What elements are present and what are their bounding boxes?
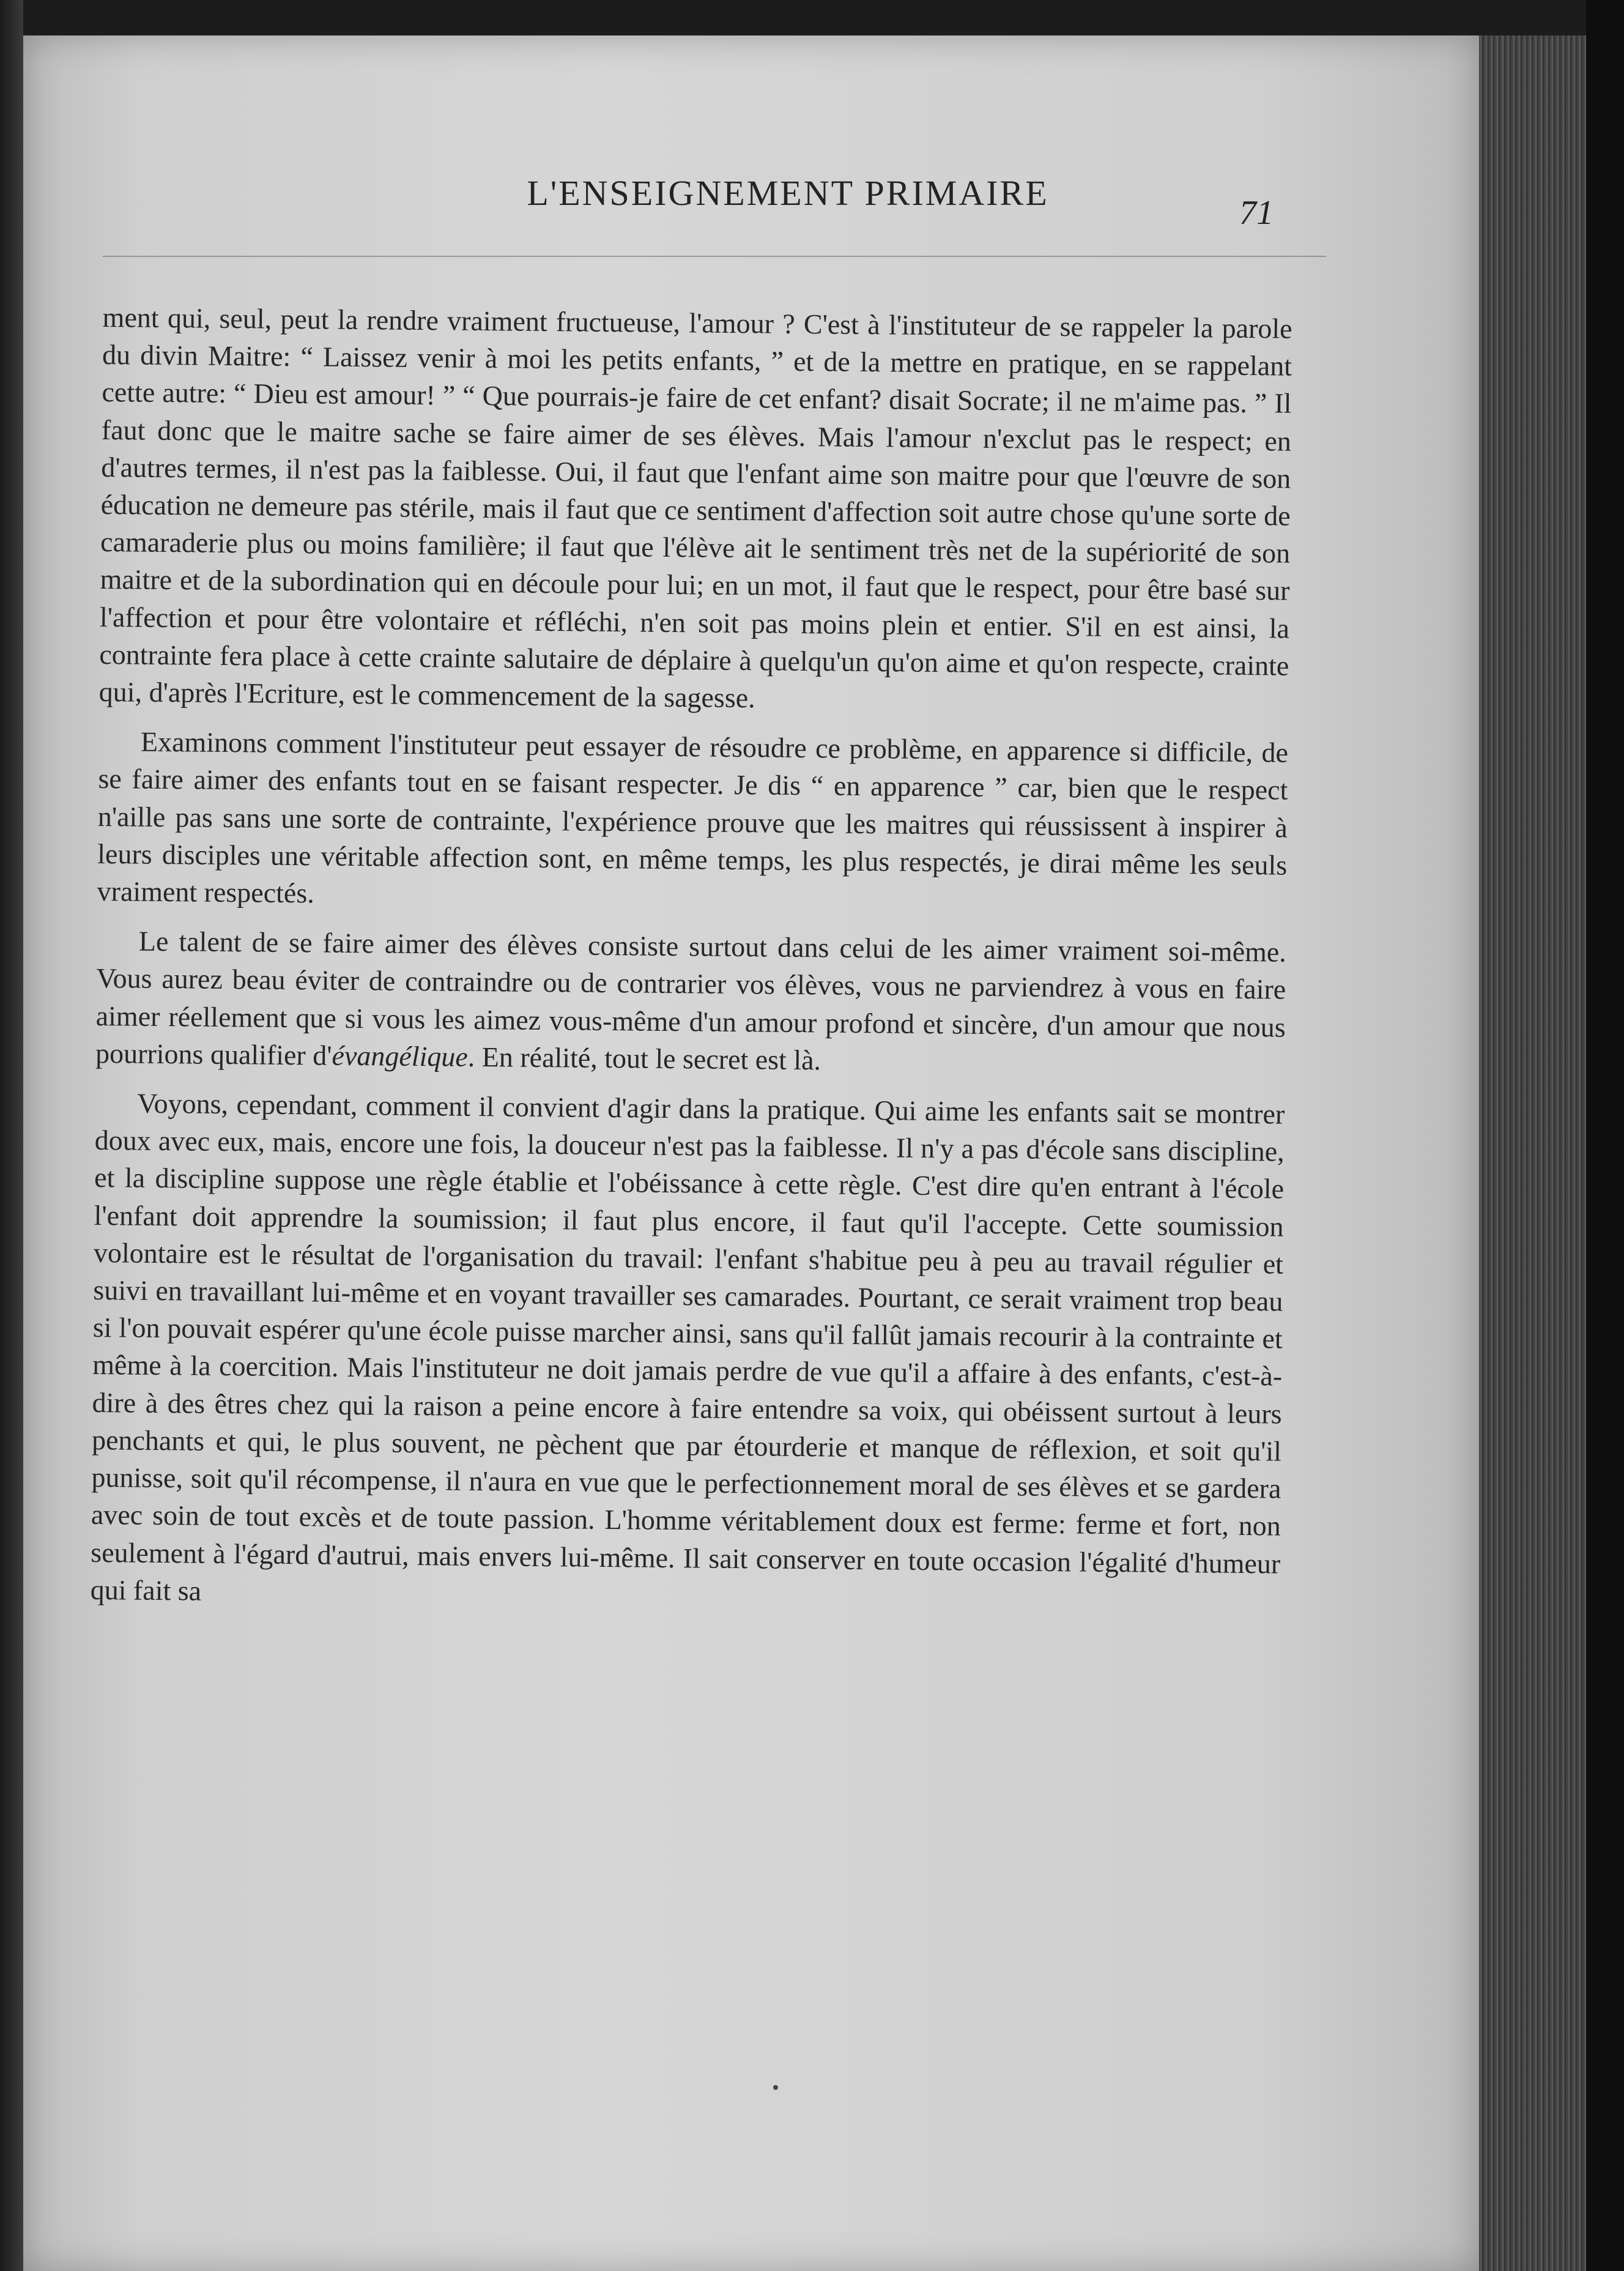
paragraph: Examinons comment l'instituteur peut essayer de résoudre ce problème, en apparence si difficile, de se faire aimer des enfants tout en se faisant respecter. Je dis “ en apparence ” car, bien que le respect n'aille pas sans une sorte de contrainte, l'expérience prouve que les maitres qui réussissent à inspirer à leurs disciples une véritable affection sont, en même temps, les plus respectés, je dirai même les seuls vraiment respectés. bbox=[97, 726, 1289, 909]
book-page bbox=[23, 35, 1479, 2271]
scan-right-margin bbox=[1586, 0, 1624, 2271]
italic-word: évangélique bbox=[332, 1039, 469, 1072]
speck bbox=[773, 2085, 778, 2090]
header-rule bbox=[103, 256, 1326, 257]
book-page-edges bbox=[1479, 35, 1586, 2271]
scan-left-margin bbox=[0, 0, 23, 2271]
running-title: L'ENSEIGNEMENT PRIMAIRE bbox=[527, 173, 1049, 213]
paragraph-text: . En réalité, tout le secret est là. bbox=[467, 1041, 821, 1076]
paragraph: Voyons, cependant, comment il convient d'agir dans la pratique. Qui aime les enfants sait se montrer doux avec eux, mais, encore une fois, la douceur n'est pas la faiblesse. Il n'y a pas d'école sans discipline, et la discipline suppose une règle établie et l'obéissance à cette règle. C'est dire qu'en entrant à l'école l'enfant doit apprendre la soumission; il faut plus encore, il faut qu'il l'accepte. Cette soumission volontaire est le résultat de l'organisation du travail: l'enfant s'habitue peu à peu au travail régulier et suivi en travaillant lui-même et en voyant travailler ses camarades. Pourtant, ce serait vraiment trop beau si l'on pouvait espérer qu'une école puisse marcher ainsi, sans qu'il fallût jamais recourir à la contrainte et même à la coercition. Mais l'instituteur ne doit jamais perdre de vue qu'il a affaire à des enfants, c'est-à-dire à des êtres chez qui la raison a peine encore à faire entendre sa voix, qui obéissent surtout à leurs penchants et qui, le plus souvent, ne pèchent que par étourderie et manque de réflexion, et soit qu'il punisse, soit qu'il récompense, il n'aura en vue que le perfectionnement moral de ses élèves et se gardera avec soin de tout excès et de toute passion. L'homme véritablement doux est ferme: ferme et fort, non seulement à l'égard d'autrui, mais envers lui-même. Il sait conserver en toute occasion l'égalité d'humeur qui fait sa bbox=[90, 1087, 1285, 1607]
paragraph: ment qui, seul, peut la rendre vraiment fructueuse, l'amour ? C'est à l'instituteur de se rappeler la parole du divin Maitre: “ Laissez venir à moi les petits enfants, ” et de la mettre en pratique, en se rappelant cette autre: “ Dieu est amour! ” “ Que pourrais-je faire de cet enfant? disait Socrate; il ne m'aime pas. ” Il faut donc que le maitre sache se faire aimer de ses élèves. Mais l'amour n'exclut pas le respect; en d'autres termes, il n'est pas la faiblesse. Oui, il faut que l'enfant aime son maitre pour que l'œuvre de son éducation ne demeure pas stérile, mais il faut que ce sentiment d'affection soit autre chose qu'une sorte de camaraderie plus ou moins familière; il faut que l'élève ait le sentiment très net de la supériorité de son maitre et de la subordination qui en découle pour lui; en un mot, il faut que le respect, pour être basé sur l'affection et pour être volontaire et réfléchi, n'en soit pas moins plein et entier. S'il en est ainsi, la contrainte fera place à cette crainte salutaire de déplaire à quelqu'un qu'on aime et qu'on respecte, crainte qui, d'après l'Ecriture, est le commencement de la sagesse. bbox=[98, 301, 1292, 714]
paragraph bbox=[95, 922, 1286, 1083]
paragraph-text: Le talent de se faire aimer des élèves consiste surtout dans celui de les aimer vraiment soi-même. Vous aurez beau éviter de contraindre ou de contrarier vos élèves, vous ne parviendrez à vous en faire aimer réellement que si vous les aimez vous-même d'un amour profond et sincère, d'un amour que nous pourrions qualifier d' bbox=[95, 925, 1287, 1071]
body-text bbox=[90, 299, 1292, 1632]
page-number: 71 bbox=[1239, 194, 1274, 232]
